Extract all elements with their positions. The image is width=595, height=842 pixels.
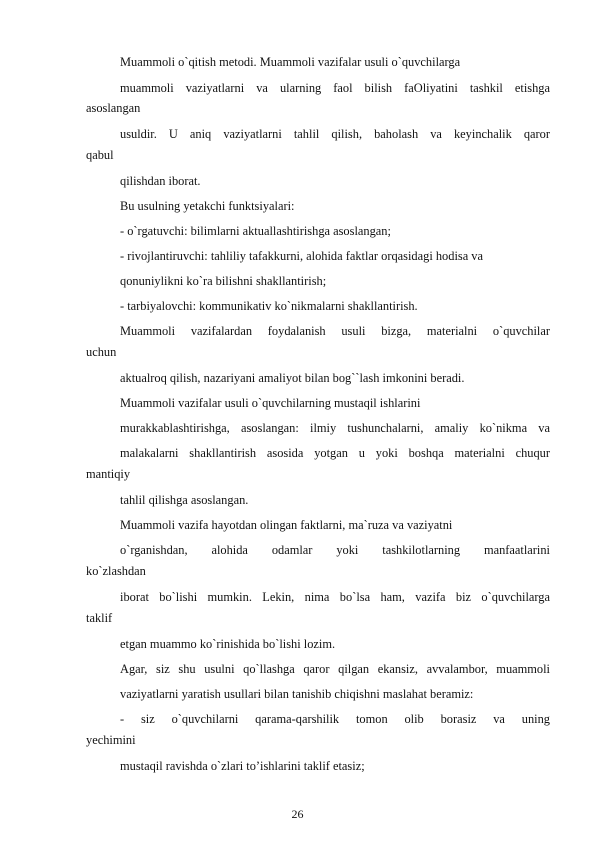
- text-line: yechimini: [86, 733, 136, 747]
- text-line: - siz o`quvchilarni qarama-qarshilik tomon olib borasiz va uning: [120, 712, 550, 726]
- text-line: tahlil qilishga asoslangan.: [120, 493, 249, 507]
- text-line: aktualroq qilish, nazariyani amaliyot bilan bog``lash imkonini beradi.: [120, 371, 465, 385]
- page-number: 26: [291, 807, 304, 821]
- text-line: Muammoli o`qitish metodi. Muammoli vazifalar usuli o`quvchilarga: [120, 55, 461, 69]
- text-line: malakalarni shakllantirish asosida yotgan u yoki boshqa materialni chuqur: [120, 446, 550, 460]
- text-line: qonuniylikni ko`ra bilishni shakllantirish;: [120, 274, 327, 288]
- text-line: iborat bo`lishi mumkin. Lekin, nima bo`lsa ham, vazifa biz o`quvchilarga: [120, 590, 550, 604]
- text-line: o`rganishdan, alohida odamlar yoki tashkilotlarning manfaatlarini: [120, 543, 550, 557]
- text-line: - tarbiyalovchi: kommunikativ ko`nikmalarni shakllantirish.: [120, 299, 418, 313]
- text-line: Muammoli vazifalardan foydalanish usuli bizga, materialni o`quvchilar: [120, 324, 550, 338]
- text-line: uchun: [86, 345, 117, 359]
- text-line: - rivojlantiruvchi: tahliliy tafakkurni, alohida faktlar orqasidagi hodisa va: [120, 249, 484, 263]
- text-line: qilishdan iborat.: [120, 174, 201, 188]
- text-line: asoslangan: [86, 101, 141, 115]
- text-line: Bu usulning yetakchi funktsiyalari:: [120, 199, 295, 213]
- text-line: vaziyatlarni yaratish usullari bilan tanishib chiqishni maslahat beramiz:: [120, 687, 474, 701]
- text-line: Muammoli vazifa hayotdan olingan faktlarni, ma`ruza va vaziyatni: [120, 518, 453, 532]
- text-line: murakkablashtirishga, asoslangan: ilmiy tushunchalarni, amaliy ko`nikma va: [120, 421, 550, 435]
- text-line: - o`rgatuvchi: bilimlarni aktuallashtirishga asoslangan;: [120, 224, 391, 238]
- text-line: taklif: [86, 611, 113, 625]
- text-line: mustaqil ravishda o`zlari to’ishlarini taklif etasiz;: [120, 759, 365, 773]
- text-line: Muammoli vazifalar usuli o`quvchilarning mustaqil ishlarini: [120, 396, 421, 410]
- text-line: usuldir. U aniq vaziyatlarni tahlil qilish, baholash va keyinchalik qaror: [120, 127, 550, 141]
- text-line: muammoli vaziyatlarni va ularning faol bilish faOliyatini tashkil etishga: [120, 81, 550, 95]
- text-line: Agar, siz shu usulni qo`llashga qaror qilgan ekansiz, avvalambor, muammoli: [120, 662, 550, 676]
- text-line: qabul: [86, 148, 114, 162]
- text-line: ko`zlashdan: [86, 564, 146, 578]
- text-line: mantiqiy: [86, 467, 131, 481]
- text-line: etgan muammo ko`rinishida bo`lishi lozim.: [120, 637, 336, 651]
